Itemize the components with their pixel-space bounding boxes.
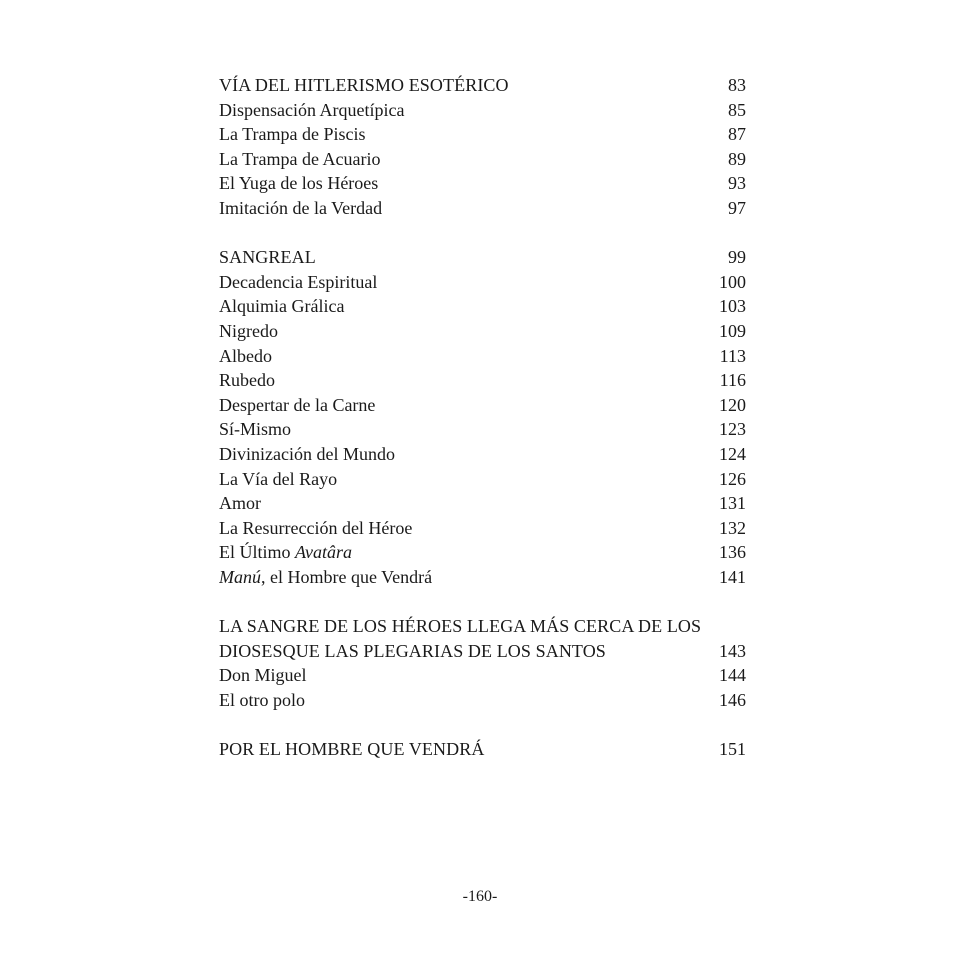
- toc-entry-title: La Trampa de Piscis: [219, 124, 366, 145]
- toc-entry: [219, 663, 746, 688]
- toc-entry: [219, 294, 746, 319]
- toc-entry-title: Albedo: [219, 345, 272, 366]
- toc-entry-page: 144: [719, 665, 746, 686]
- toc-entry-title: La Resurrección del Héroe: [219, 517, 413, 538]
- toc-entry: [219, 98, 746, 123]
- toc-section-sangreal: [219, 245, 746, 589]
- toc-entry: [219, 171, 746, 196]
- toc-entry: [219, 319, 746, 344]
- toc-entry: [219, 344, 746, 369]
- toc-entry-page: 85: [728, 99, 746, 120]
- toc-entry-page: 109: [719, 320, 746, 341]
- toc-entry-title: Don Miguel: [219, 665, 307, 686]
- toc-entry: [219, 639, 746, 664]
- toc-entry-title: Imitación de la Verdad: [219, 197, 383, 218]
- toc-entry-title: Amor: [219, 493, 261, 514]
- table-of-contents: [219, 73, 746, 786]
- toc-entry: [219, 614, 746, 639]
- toc-entry-title: VÍA DEL HITLERISMO ESOTÉRICO: [219, 75, 509, 95]
- toc-entry: [219, 737, 746, 762]
- toc-entry-title: LA SANGRE DE LOS HÉROES LLEGA MÁS CERCA DE LOS: [219, 616, 702, 637]
- toc-entry-page: 83: [728, 75, 746, 95]
- toc-entry: [219, 73, 746, 98]
- toc-entry-title: Decadencia Espiritual: [219, 271, 378, 292]
- toc-section-sangre-heroes: [219, 614, 746, 712]
- toc-entry-page: 103: [719, 296, 746, 317]
- toc-entry-title: Alquimia Grálica: [219, 296, 345, 317]
- toc-entry-title: La Vía del Rayo: [219, 468, 338, 489]
- toc-entry: [219, 270, 746, 295]
- toc-entry-title: [219, 540, 719, 565]
- toc-section-hombre-que-vendra: [219, 737, 746, 762]
- toc-entry-page: 143: [719, 640, 746, 661]
- toc-entry-page: 99: [728, 247, 746, 268]
- toc-entry-page: 123: [719, 419, 746, 440]
- toc-entry-page: 124: [719, 443, 746, 464]
- toc-entry: [219, 540, 746, 565]
- toc-entry-page: 131: [719, 493, 746, 514]
- toc-entry-page: 126: [719, 468, 746, 489]
- toc-entry-title: Despertar de la Carne: [219, 394, 376, 415]
- toc-entry-title: Divinización del Mundo: [219, 443, 395, 464]
- toc-entry: [219, 491, 746, 516]
- toc-entry-title: POR EL HOMBRE QUE VENDRÁ: [219, 739, 485, 760]
- toc-entry-page: 146: [719, 689, 746, 710]
- toc-entry: [219, 245, 746, 270]
- toc-entry-page: 97: [728, 197, 746, 218]
- toc-entry-page: 120: [719, 394, 746, 415]
- toc-entry-page: 132: [719, 517, 746, 538]
- toc-section-hitlerismo: [219, 73, 746, 221]
- toc-entry: [219, 147, 746, 172]
- toc-entry-page: 89: [728, 148, 746, 169]
- toc-entry: [219, 467, 746, 492]
- toc-entry-page: 93: [728, 173, 746, 194]
- toc-entry-title-text: , el Hombre que Vendrá: [261, 566, 433, 587]
- toc-entry-title-text: El Último: [219, 542, 295, 563]
- toc-entry-page: 151: [719, 739, 746, 760]
- toc-entry-title: El otro polo: [219, 689, 305, 710]
- toc-entry: [219, 368, 746, 393]
- toc-entry-title-italic: Manú: [219, 566, 261, 587]
- toc-entry-title: Dispensación Arquetípica: [219, 99, 405, 120]
- toc-entry-page: 136: [719, 542, 746, 563]
- toc-entry: [219, 442, 746, 467]
- toc-entry-page: 116: [719, 370, 746, 391]
- toc-entry-title: DIOSESQUE LAS PLEGARIAS DE LOS SANTOS: [219, 640, 606, 661]
- toc-entry: [219, 417, 746, 442]
- toc-entry: [219, 393, 746, 418]
- toc-entry-page: 113: [719, 345, 746, 366]
- toc-entry-title-italic: Avatâra: [295, 542, 352, 563]
- toc-entry: [219, 122, 746, 147]
- toc-entry: [219, 196, 746, 221]
- toc-entry: [219, 688, 746, 713]
- toc-entry-title: La Trampa de Acuario: [219, 148, 381, 169]
- toc-entry: [219, 516, 746, 541]
- toc-entry-title: El Yuga de los Héroes: [219, 173, 379, 194]
- toc-entry-title: Rubedo: [219, 370, 275, 391]
- toc-entry: [219, 565, 746, 590]
- toc-entry-title: [219, 565, 719, 590]
- toc-entry-title: Nigredo: [219, 320, 278, 341]
- page-number: -160-: [462, 888, 498, 905]
- toc-entry-title: Sí-Mismo: [219, 419, 292, 440]
- toc-entry-title: SANGREAL: [219, 247, 316, 268]
- toc-entry-page: 141: [719, 566, 746, 587]
- toc-entry-page: 87: [728, 124, 746, 145]
- toc-entry-page: 100: [719, 271, 746, 292]
